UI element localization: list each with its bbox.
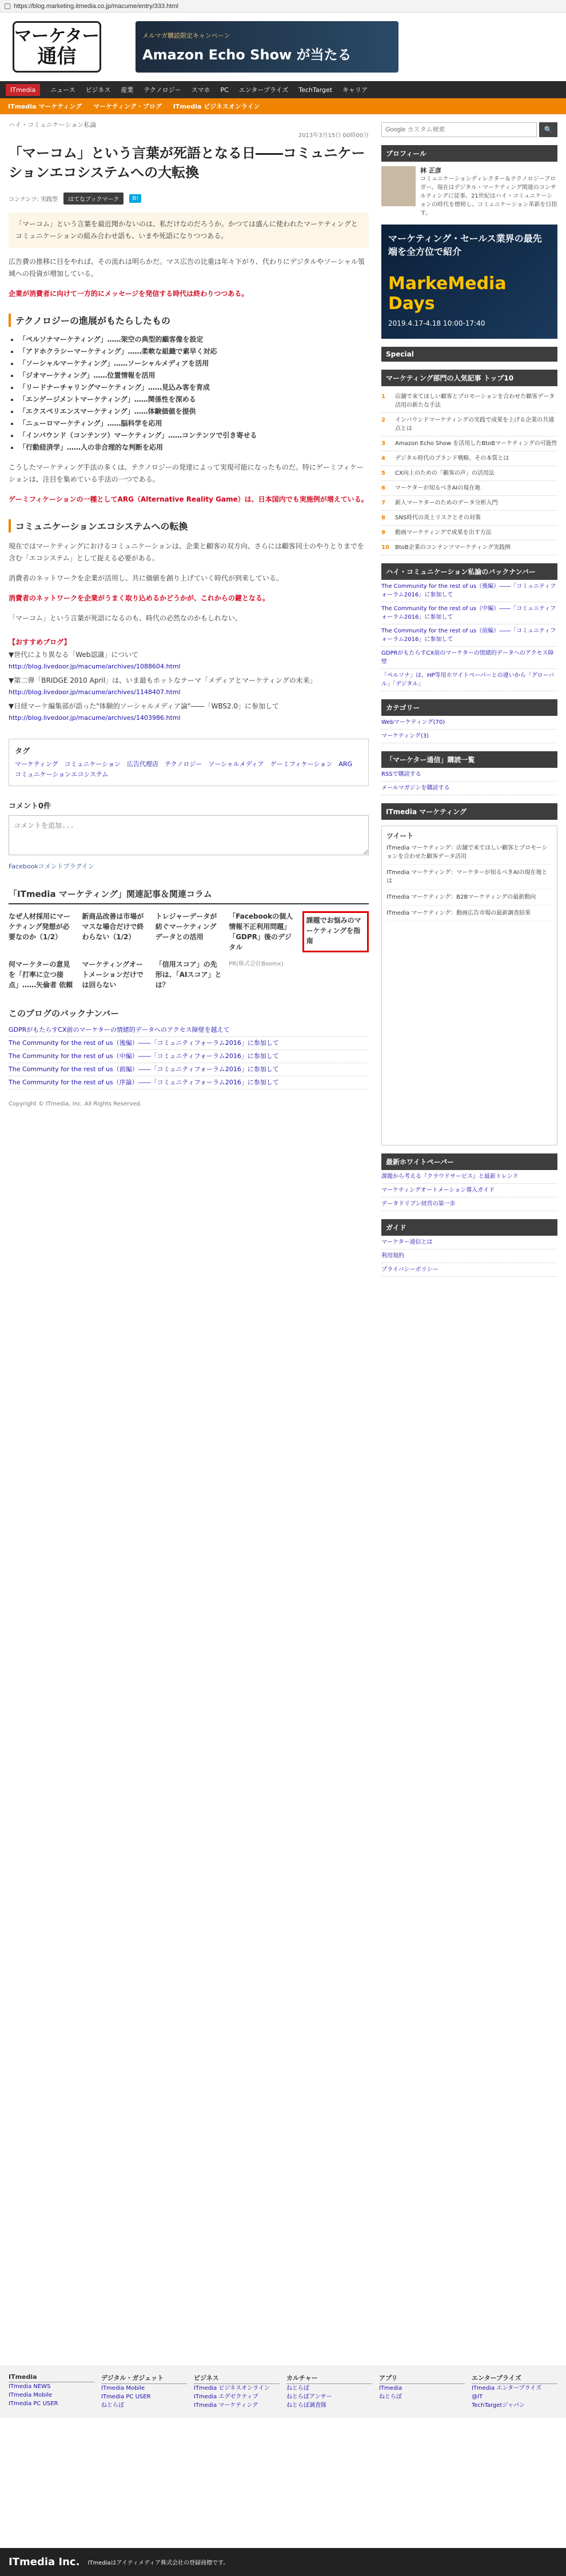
category-item[interactable]: Webマーケティング(70) [381, 716, 557, 730]
list-item: • 「ペルソナマーケティング」……架空の典型的顧客像を設定 [19, 334, 369, 346]
lead-text: 「マーコム」という言葉を最近聞かないのは、私だけなのだろうか。かつては盛んに使われたマーケティングとコミュニケーションの組み合わせ語も、いまや死語になりつつある。 [15, 220, 358, 240]
footer-column-header[interactable]: デジタル・ガジェット [101, 2373, 187, 2384]
profile-name: 林 正彦 [420, 167, 441, 174]
sidebar [381, 114, 557, 1277]
nav-item[interactable]: ビジネス [85, 86, 111, 94]
event-banner[interactable] [381, 225, 557, 339]
ranking-item[interactable]: 3 Amazon Echo Show を活用したBtoBマーケティングの可能性 [381, 436, 557, 451]
list-item: • 「ジオマーケティング」……位置情報を活用 [19, 370, 369, 382]
ranking-item[interactable]: 8 SNS時代の炎上リスクとその対策 [381, 511, 557, 526]
list-item: • 「行動経済学」……人の非合理的な判断を応用 [19, 442, 369, 454]
byline: 2013年3月15日 00時00分 [298, 133, 369, 139]
link-item [9, 700, 369, 724]
link-title: ▼世代により異なる「Web認識」について [9, 651, 139, 659]
blog-backnumber-header: ハイ・コミュニケーション私論のバックナンバー [381, 563, 557, 580]
special-header: Special [381, 347, 557, 362]
profile-header: プロフィール [381, 145, 557, 162]
search-icon[interactable]: 🔍 [539, 122, 557, 137]
backnumber-list [9, 1024, 369, 1089]
promo-banner[interactable] [135, 21, 398, 73]
tweet[interactable]: ITmedia マーケティング：動画広告市場の最新調査結果 [386, 906, 552, 922]
list-item: • 「ソーシャルマーケティング」……ソーシャルメディアを活用 [19, 358, 369, 370]
whitepaper-header: 最新ホワイトペーパー [381, 1153, 557, 1170]
banner-line2: MarkeMedia Days [388, 274, 507, 314]
nav-item[interactable]: ニュース [50, 86, 75, 94]
list-item[interactable]: GDPRがもたらすCX前のマーケターの情緒的データへのアクセス障壁 [381, 647, 557, 669]
related-header: 「ITmedia マーケティング」関連記事＆関連コラム [9, 888, 369, 904]
related-card[interactable]: トレジャーデータが紡ぐマーケティングデータとの活用 [155, 912, 217, 941]
paragraph: こうしたマーケティング手法の多くは、テクノロジーの発達によって実現可能になったものだ。特にゲーミフィケーションは、注目を集めている手法の一つである。 [9, 463, 364, 483]
list-item[interactable]: The Community for the rest of us（前編）――「コミュニティフォーラム2016」に参加して [9, 1063, 369, 1076]
nav-item[interactable]: ITmedia [6, 84, 40, 96]
paragraph: 現在ではマーケティングにおけるコミュニケーションは、企業と顧客の双方向、さらには顧客同士のやりとりまでを含む「エコシステム」として捉える必要がある。 [9, 542, 364, 562]
ranking-header: マーケティング部門の人気記事 トップ10 [381, 370, 557, 386]
copyright: Copyright © ITmedia, Inc. All Rights Reserved. [9, 1101, 142, 1107]
bookmark-icon[interactable]: B! [129, 194, 141, 203]
footer-link[interactable]: ITmedia [379, 2385, 402, 2391]
footer-link[interactable]: TechTargetジャパン [472, 2402, 525, 2409]
footer-column [286, 2373, 372, 2410]
link-url[interactable]: http://blog.livedoor.jp/macume/archives/1148407.html [9, 688, 181, 696]
address-url[interactable]: https://blog.marketing.itmedia.co.jp/macume/entry/333.html [14, 2, 178, 10]
related-card[interactable]: 何マーケターの意見を「打率に立つ接点」……矢倫者 依頼 [9, 960, 73, 989]
card-sub: PR(株式会社Boomx) [229, 961, 284, 967]
tag-list[interactable]: マーケティング コミュニケーション 広告代理店 テクノロジー ソーシャルメディア ゲーミフィケーション ARG コミュニケーションエコシステム [15, 760, 359, 778]
ranking-item[interactable]: 4 デジタル時代のブランド戦略、その本質とは [381, 451, 557, 466]
category-header: カテゴリー [381, 699, 557, 716]
comment-header: コメント0件 [9, 802, 51, 811]
nav-item[interactable]: 産業 [121, 86, 134, 94]
footer-link[interactable]: ねとらぼアンサー [286, 2394, 332, 2400]
list-item[interactable]: データドリブン経営の第一歩 [381, 1197, 557, 1211]
list-item[interactable]: The Community for the rest of us（前編）――「コミュニティフォーラム2016」に参加して [381, 624, 557, 647]
link-item [9, 675, 369, 698]
footer-link[interactable]: ITmedia エンタープライズ [472, 2385, 542, 2391]
list-item[interactable]: 「ペルソナ」は、HP等用ホワイトペーパーとの違いから「グローバル」「デジタル」 [381, 669, 557, 691]
list-item[interactable]: プライバシーポリシー [381, 1263, 557, 1277]
profile-text: コミュニケーションディレクター＆テクノロジーブロガー。現在はデジタル・マーケティング関連のコンサルティングに従事。21世紀はハイ・コミュニケーションの時代を標榜し、コミュニケーション革新を目指す。 [420, 176, 557, 217]
link-title: ▼日経マーケ編集部が語った"体験的ソーシャルメディア論"――「WBS2.0」に参加して [9, 702, 280, 710]
link-title: ▼第二弾「BRIDGE 2010 April」は、いま最もホットなテーマ「メディアとマーケティングの未来」 [9, 676, 317, 684]
paragraph: 「マーコム」という言葉が死語になるのも、時代の必然なのかもしれない。 [9, 614, 242, 622]
section-heading: テクノロジーの進展がもたらしたもの [9, 314, 369, 327]
related-card[interactable] [229, 959, 295, 990]
logo-line2: 通信 [37, 45, 77, 68]
bullet-list [9, 334, 369, 454]
footer-column [9, 2373, 94, 2410]
link-url[interactable]: http://blog.livedoor.jp/macume/archives/1088604.html [9, 663, 181, 670]
nav-item[interactable]: キャリア [342, 86, 368, 94]
link-url[interactable]: http://blog.livedoor.jp/macume/archives/1403986.html [9, 714, 181, 722]
footer-link[interactable]: ITmedia エグゼクティブ [194, 2394, 258, 2400]
footer-column-header[interactable]: アプリ [379, 2373, 465, 2384]
bottom-bar [0, 2548, 566, 2576]
footer-link[interactable]: ITmedia マーケティング [194, 2402, 258, 2409]
content-wrap [0, 114, 566, 1277]
highlight-text: 消費者のネットワークを企業がうまく取り込めるかどうかが、これからの鍵となる。 [9, 594, 270, 602]
list-item: • 「ニューロマーケティング」……脳科学を応用 [19, 418, 369, 430]
ranking-item[interactable]: 9 動画マーケティングで成果を出す方法 [381, 526, 557, 540]
tweet[interactable]: ITmedia マーケティング：B2Bマーケティングの最新動向 [386, 890, 552, 906]
rss-list [381, 768, 557, 795]
list-item: • 「リードナーチャリングマーケティング」……見込み客を育成 [19, 382, 369, 394]
footer-link[interactable]: ITmedia PC USER [9, 2401, 58, 2407]
list-item: • 「アドホクラシーマーケティング」……柔軟な組織で素早く対応 [19, 346, 369, 358]
list-item[interactable]: The Community for the rest of us（序論）――「コミュニティフォーラム2016」に参加して [9, 1076, 369, 1089]
footer-link[interactable]: ねとらぼ [286, 2385, 309, 2391]
masthead [0, 13, 566, 81]
related-cards [9, 911, 369, 990]
footer-link[interactable]: ねとらぼ [101, 2402, 124, 2409]
footer-link[interactable]: ITmedia Mobile [9, 2392, 53, 2398]
footer-column-header[interactable]: ITmedia [9, 2373, 94, 2382]
whitepaper-list [381, 1170, 557, 1211]
nav-item[interactable]: テクノロジー [144, 86, 181, 94]
related-card[interactable]: 「信用スコア」の先形は、「AIスコア」とは？ [155, 960, 222, 989]
rss-item[interactable]: メールマガジンを購読する [381, 782, 557, 795]
footer-link[interactable]: ねとらぼ調査隊 [286, 2402, 326, 2409]
nav-item[interactable]: PC [220, 86, 229, 94]
global-nav [0, 81, 566, 98]
related-card[interactable]: なぜ人材採用にマーケティング発想が必要なのか（1/2） [9, 912, 71, 941]
sub-nav [0, 98, 566, 114]
footer-column-header[interactable]: エンタープライズ [472, 2373, 557, 2384]
highlight-text: 企業が消費者に向けて一方的にメッセージを発信する時代は終わりつつある。 [9, 290, 249, 298]
list-item[interactable]: マーケティングオートメーション導入ガイド [381, 1184, 557, 1197]
list-item[interactable]: The Community for the rest of us（後編）――「コミュニティフォーラム2016」に参加して [381, 580, 557, 602]
footer-column-header[interactable]: カルチャー [286, 2373, 372, 2384]
ranking-item[interactable]: 10 BtoB企業のコンテンツマーケティング実践例 [381, 540, 557, 555]
site-logo[interactable] [13, 21, 101, 73]
footer-link[interactable]: ITmedia PC USER [101, 2394, 151, 2400]
twitter-timeline[interactable] [381, 826, 557, 1145]
footer-column [472, 2373, 557, 2410]
guide-list [381, 1236, 557, 1277]
banner-line3: 2019.4.17-4.18 10:00-17:40 [388, 319, 485, 327]
content-pill: コンテンツ: 実践型 [9, 197, 58, 203]
ranking-item[interactable]: 6 マーケターが知るべきAIの現在地 [381, 481, 557, 496]
sub-nav-item[interactable]: ITmedia マーケティング [8, 103, 82, 110]
tag-box [9, 739, 369, 786]
category-item[interactable]: マーケティング(3) [381, 730, 557, 743]
sub-nav-item[interactable]: マーケティング・ブログ [93, 103, 162, 110]
list-item[interactable]: The Community for the rest of us（中編）――「コミュニティフォーラム2016」に参加して [381, 602, 557, 624]
banner-line1: マーケティング・セールス業界の最先端を全方位で紹介 [388, 233, 542, 257]
nav-item[interactable]: エンタープライズ [238, 86, 289, 94]
list-item: • 「エンゲージメントマーケティング」……関係性を深める [19, 394, 369, 406]
entry-button[interactable]: はてなブックマーク [63, 193, 123, 205]
site-footer [0, 2365, 566, 2418]
list-item[interactable]: GDPRがもたらすCX前のマーケターの情緒的データへのアクセス障壁を越えて [9, 1024, 369, 1037]
twitter-header: ツイート [386, 832, 414, 840]
nav-item[interactable]: TechTarget [298, 86, 333, 94]
list-item[interactable]: The Community for the rest of us（中編）――「コミュニティフォーラム2016」に参加して [9, 1050, 369, 1063]
promo-line1: メルマガ購読限定キャンペーン [142, 31, 230, 39]
recommended-links [9, 637, 369, 724]
list-item[interactable]: 課題から考える『クラウドサービス』と最新トレンド [381, 1170, 557, 1184]
ranking-item[interactable]: 5 CX向上のための「顧客の声」の活用法 [381, 466, 557, 481]
footer-column [379, 2373, 465, 2410]
sub-nav-item[interactable]: ITmedia ビジネスオンライン [173, 103, 260, 110]
link-item [9, 649, 369, 672]
highlight-text: ゲーミフィケーションの一種としてARG（Alternative Reality Game）は、日本国内でも実施例が増えている。 [9, 495, 368, 503]
list-item[interactable]: 利用規約 [381, 1249, 557, 1263]
list-item: • 「インバウンド（コンテンツ）マーケティング」……コンテンツで引き寄せる [19, 430, 369, 442]
list-item[interactable]: The Community for the rest of us（後編）――「コミュニティフォーラム2016」に参加して [9, 1037, 369, 1050]
avatar [381, 166, 416, 206]
list-item[interactable]: マーケター通信とは [381, 1236, 557, 1249]
guide-header: ガイド [381, 1219, 557, 1236]
footer-column-header[interactable]: ビジネス [194, 2373, 280, 2384]
lead-box [9, 213, 369, 248]
blog-backnumber-list [381, 580, 557, 691]
article-title: 「マーコム」という言葉が死語となる日――コミュニケーションエコシステムへの大転換 [9, 145, 365, 181]
profile [381, 166, 557, 218]
footer-link[interactable]: ねとらぼ [379, 2394, 402, 2400]
itmedia-header: ITmedia マーケティング [381, 803, 557, 820]
related-card[interactable] [302, 959, 369, 990]
breadcrumb[interactable]: ハイ・コミュニケーション私論 [9, 121, 97, 129]
ranking-item[interactable]: 1 店舗で来てほしい顧客とプロモーションを合わせた顧客データ活用の新たな手法 [381, 390, 557, 413]
backnumber-header: このブログのバックナンバー [9, 1008, 119, 1019]
nav-item[interactable]: スマホ [191, 86, 210, 94]
related-card-highlight[interactable]: 課題でお悩みのマーケティングを指南 [302, 911, 369, 952]
footer-column [101, 2373, 187, 2410]
ranking-item[interactable]: 7 新人マーケターのためのデータ分析入門 [381, 496, 557, 511]
rss-item[interactable]: RSSで購読する [381, 768, 557, 782]
paragraph: 広告費の推移に目をやれば、その流れは明らかだ。マス広告の比重は年々下がり、代わりにデジタルやソーシャル領域への投資が増加している。 [9, 258, 365, 278]
search-input[interactable] [381, 122, 537, 137]
links-header: 【おすすめブログ】 [9, 638, 71, 646]
main-column [9, 114, 369, 1277]
ranking-list [381, 390, 557, 555]
logo-line1: マーケター [14, 26, 99, 46]
footer-link[interactable]: ITmedia NEWS [9, 2383, 51, 2390]
address-bar[interactable] [0, 0, 566, 13]
footer-link[interactable]: ITmedia Mobile [101, 2385, 145, 2391]
related-card[interactable]: マーケティングオートメーションだけでは回らない [82, 960, 144, 989]
related-card[interactable]: 「Facebookの個人情報不正利用問題」「GDPR」後のデジタル [229, 912, 293, 951]
rss-header: 「マーケター通信」購読一覧 [381, 751, 557, 768]
category-list [381, 716, 557, 743]
article-actions [9, 193, 369, 205]
lock-icon [5, 3, 10, 9]
related-card[interactable]: 新商品改善は市場がマスな場合だけで終わらない（1/2） [82, 912, 144, 941]
profile-body [420, 166, 557, 218]
paragraph: 消費者のネットワークを企業が活用し、共に価値を創り上げていく時代が到来している。 [9, 574, 284, 582]
promo-line2: Amazon Echo Show が当たる [142, 46, 352, 63]
footer-link[interactable]: @IT [472, 2394, 483, 2400]
tweet[interactable]: ITmedia マーケティング：店舗で来てほしい顧客とプロモーションを合わせた顧客データ活用 [386, 840, 552, 865]
section-heading: コミュニケーションエコシステムへの転換 [9, 519, 369, 532]
tag-header: タグ [15, 747, 30, 756]
ranking-item[interactable]: 2 インバウンドマーケティングの実践で成果を上げる企業の共通点とは [381, 413, 557, 436]
footer-text: ITmediaはアイティメディア株式会社の登録商標です。 [87, 2560, 229, 2566]
facebook-plugin-link[interactable]: Facebookコメントプラグイン [9, 863, 94, 870]
list-item: • 「エクスペリエンスマーケティング」……体験価値を提供 [19, 406, 369, 418]
comment-input[interactable] [9, 815, 369, 855]
footer-column [194, 2373, 280, 2410]
tweet[interactable]: ITmedia マーケティング：マーケターが知るべきAIの現在地とは [386, 865, 552, 890]
footer-brand[interactable]: ITmedia Inc. [9, 2556, 80, 2568]
search-row [381, 122, 557, 137]
footer-link[interactable]: ITmedia ビジネスオンライン [194, 2385, 270, 2391]
footer-grid [9, 2373, 557, 2410]
